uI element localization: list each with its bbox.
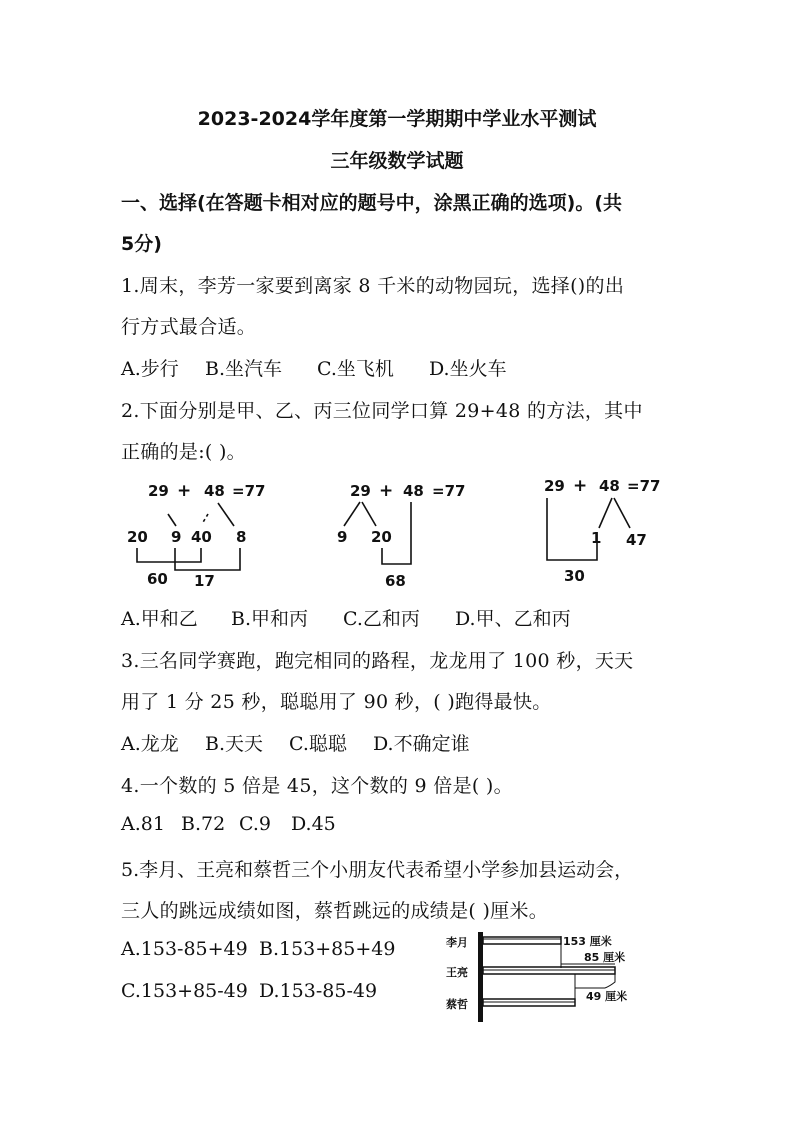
option-c[interactable]: C.153+85-49 bbox=[121, 980, 248, 1002]
fig1-n2: 9 bbox=[171, 528, 182, 546]
bar-liyue bbox=[483, 937, 561, 944]
option-a[interactable]: A.甲和乙 bbox=[121, 608, 198, 630]
fig1-n3: 40 bbox=[191, 528, 212, 546]
diagram-bing bbox=[544, 476, 660, 585]
option-b[interactable]: B.72 bbox=[181, 813, 226, 835]
option-b[interactable]: B.153+85+49 bbox=[259, 938, 396, 960]
option-d[interactable]: D.不确定谁 bbox=[373, 733, 470, 755]
start-line bbox=[478, 932, 483, 1022]
option-a[interactable]: A.龙龙 bbox=[121, 733, 179, 755]
exam-subtitle: 三年级数学试题 bbox=[330, 150, 464, 172]
exam-title: 2023-2024学年度第一学期期中学业水平测试 bbox=[197, 108, 597, 130]
fig1-s1: 60 bbox=[147, 570, 168, 588]
fig1-s2: 17 bbox=[194, 572, 215, 590]
fig1-eq: =77 bbox=[232, 482, 266, 500]
question-3-text: 3.三名同学赛跑，跑完相同的路程，龙龙用了 100 秒，天天 bbox=[121, 650, 634, 672]
section-heading-cont: 5分) bbox=[121, 233, 162, 255]
question-5-options-row2 bbox=[121, 980, 377, 1002]
option-b[interactable]: B.天天 bbox=[205, 733, 264, 755]
fig3-s1: 30 bbox=[564, 567, 585, 585]
question-5-text-cont: 三人的跳远成绩如图，蔡哲跳远的成绩是( )厘米。 bbox=[121, 900, 549, 922]
fig2-eq: =77 bbox=[432, 482, 466, 500]
fig2-n2: 20 bbox=[371, 528, 392, 546]
question-1-text-cont: 行方式最合适。 bbox=[121, 316, 257, 338]
fig3-n2: 47 bbox=[626, 531, 647, 549]
question-5-options-row1 bbox=[121, 938, 395, 960]
question-1-options bbox=[121, 354, 507, 381]
fig1-n4: 8 bbox=[236, 528, 247, 546]
diagram-jia bbox=[127, 481, 265, 590]
option-d[interactable]: D.坐火车 bbox=[429, 358, 507, 380]
option-a[interactable]: A.81 bbox=[121, 813, 165, 835]
name-caizhe: 蔡哲 bbox=[446, 998, 468, 1011]
fig1-a: 29 bbox=[148, 482, 169, 500]
option-b[interactable]: B.坐汽车 bbox=[205, 358, 283, 380]
fig3-eq: =77 bbox=[627, 477, 661, 495]
option-c[interactable]: C.乙和丙 bbox=[343, 608, 420, 630]
question-3-text-cont: 用了 1 分 25 秒，聪聪用了 90 秒，( )跑得最快。 bbox=[121, 691, 552, 713]
option-d[interactable]: D.153-85-49 bbox=[259, 980, 378, 1002]
question-2-text: 2.下面分别是甲、乙、丙三位同学口算 29+48 的方法，其中 bbox=[121, 400, 643, 422]
question-4-options bbox=[121, 813, 336, 835]
section-heading: 一、选择(在答题卡相对应的题号中，涂黑正确的选项)。(共 bbox=[121, 192, 623, 214]
option-b[interactable]: B.甲和丙 bbox=[231, 608, 309, 630]
fig3-b: 48 bbox=[599, 477, 620, 495]
long-jump-figure bbox=[440, 928, 650, 1026]
fig2-b: 48 bbox=[403, 482, 424, 500]
option-d[interactable]: D.甲、乙和丙 bbox=[455, 608, 571, 630]
option-c[interactable]: C.聪聪 bbox=[289, 733, 347, 755]
fig1-plus: + bbox=[177, 481, 192, 501]
diagram-yi bbox=[337, 481, 465, 590]
option-c[interactable]: C.坐飞机 bbox=[317, 358, 394, 380]
fig3-n1: 1 bbox=[591, 529, 602, 547]
label-153: 153 厘米 bbox=[563, 935, 612, 948]
question-5-text: 5.李月、王亮和蔡哲三个小朋友代表希望小学参加县运动会， bbox=[121, 859, 634, 881]
fig1-n1: 20 bbox=[127, 528, 148, 546]
question-1-text: 1.周末，李芳一家要到离家 8 千米的动物园玩，选择()的出 bbox=[121, 275, 625, 297]
option-a[interactable]: A.步行 bbox=[121, 358, 179, 380]
fig1-b: 48 bbox=[204, 482, 225, 500]
question-2-options bbox=[121, 604, 571, 631]
question-3-options bbox=[121, 729, 470, 756]
question-4-text: 4.一个数的 5 倍是 45，这个数的 9 倍是( )。 bbox=[121, 775, 513, 797]
option-a[interactable]: A.153-85+49 bbox=[121, 938, 248, 960]
fig2-plus: + bbox=[379, 481, 394, 501]
fig3-plus: + bbox=[573, 476, 588, 496]
option-d[interactable]: D.45 bbox=[291, 813, 336, 835]
fig3-a: 29 bbox=[544, 477, 565, 495]
label-85: 85 厘米 bbox=[584, 951, 626, 964]
fig2-n1: 9 bbox=[337, 528, 348, 546]
name-liyue: 李月 bbox=[446, 936, 468, 949]
option-c[interactable]: C.9 bbox=[239, 813, 271, 835]
fig2-a: 29 bbox=[350, 482, 371, 500]
question-2-text-cont: 正确的是:( )。 bbox=[121, 441, 246, 463]
fig2-s1: 68 bbox=[385, 572, 406, 590]
name-wangliang: 王亮 bbox=[446, 966, 468, 979]
label-49: 49 厘米 bbox=[586, 990, 628, 1003]
mental-math-diagrams bbox=[110, 474, 690, 594]
